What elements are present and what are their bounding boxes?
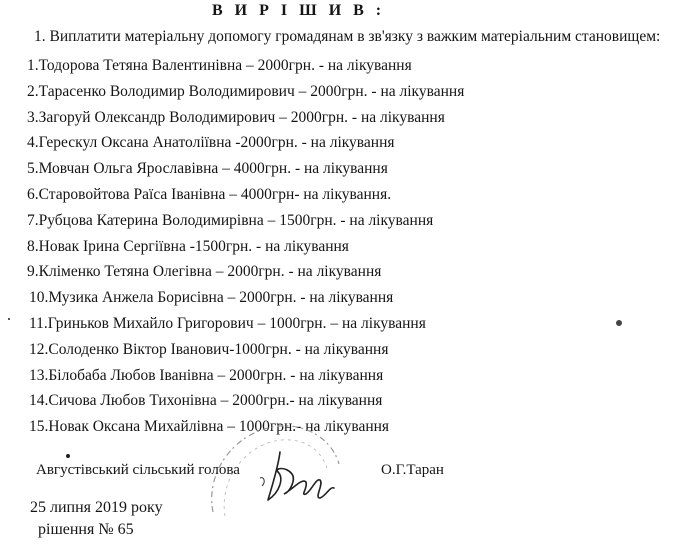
list-item: 1.Тодорова Тетяна Валентинівна – 2000грн. - на лікування — [27, 57, 412, 74]
signatory-title: Августівський сільський голова — [36, 462, 240, 478]
list-item: 10.Музика Анжела Борисівна – 2000грн. - на лікування — [29, 289, 394, 307]
document-date: 25 липня 2019 року — [30, 499, 163, 516]
decision-number: рішення № 65 — [38, 521, 134, 538]
list-item: 2.Тарасенко Володимир Володимирович – 2000грн. - на лікування — [27, 82, 465, 100]
list-item: 3.Загоруй Олександр Володимирович – 2000грн. - на лікування — [27, 108, 445, 126]
scan-speck — [616, 320, 622, 326]
list-item: 5.Мовчан Ольга Ярославівна – 4000грн. - на лікування — [27, 160, 388, 178]
list-item: 8.Новак Ірина Сергіївна -1500грн. - на лікування — [27, 237, 349, 255]
list-item: 15.Новак Оксана Михайлівна – 1000грн.- на лікування — [29, 418, 390, 436]
list-item: 4.Герескул Оксана Анатоліївна -2000грн. - на лікування — [27, 134, 395, 152]
list-item: 13.Білобаба Любов Іванівна – 2000грн. - на лікування — [29, 366, 384, 384]
document-heading: В И Р І Ш И В : — [212, 2, 386, 19]
scan-speck — [66, 454, 70, 458]
recipient-list — [27, 53, 464, 440]
handwritten-signature — [250, 448, 340, 508]
signatory-name: О.Г.Таран — [381, 462, 444, 478]
scan-speck — [8, 318, 10, 320]
list-item: 14.Сичова Любов Тихонівна – 2000грн.- на лікування — [29, 392, 383, 410]
list-item: 12.Солоденко Віктор Іванович-1000грн. - на лікування — [29, 340, 389, 358]
list-item: 6.Старовойтова Раїса Іванівна – 4000грн- на лікування. — [27, 185, 392, 203]
list-item: 11.Гриньков Михайло Григорович – 1000грн. – на лікування — [29, 314, 426, 332]
list-item: 9.Кліменко Тетяна Олегівна – 2000грн. - на лікування — [27, 263, 382, 281]
list-item: 7.Рубцова Катерина Володимирівна – 1500грн. - на лікування — [27, 211, 434, 229]
resolution-intro: 1. Виплатити матеріальну допомогу громадянам в зв'язку з важким матеріальним становищем: — [34, 28, 661, 45]
